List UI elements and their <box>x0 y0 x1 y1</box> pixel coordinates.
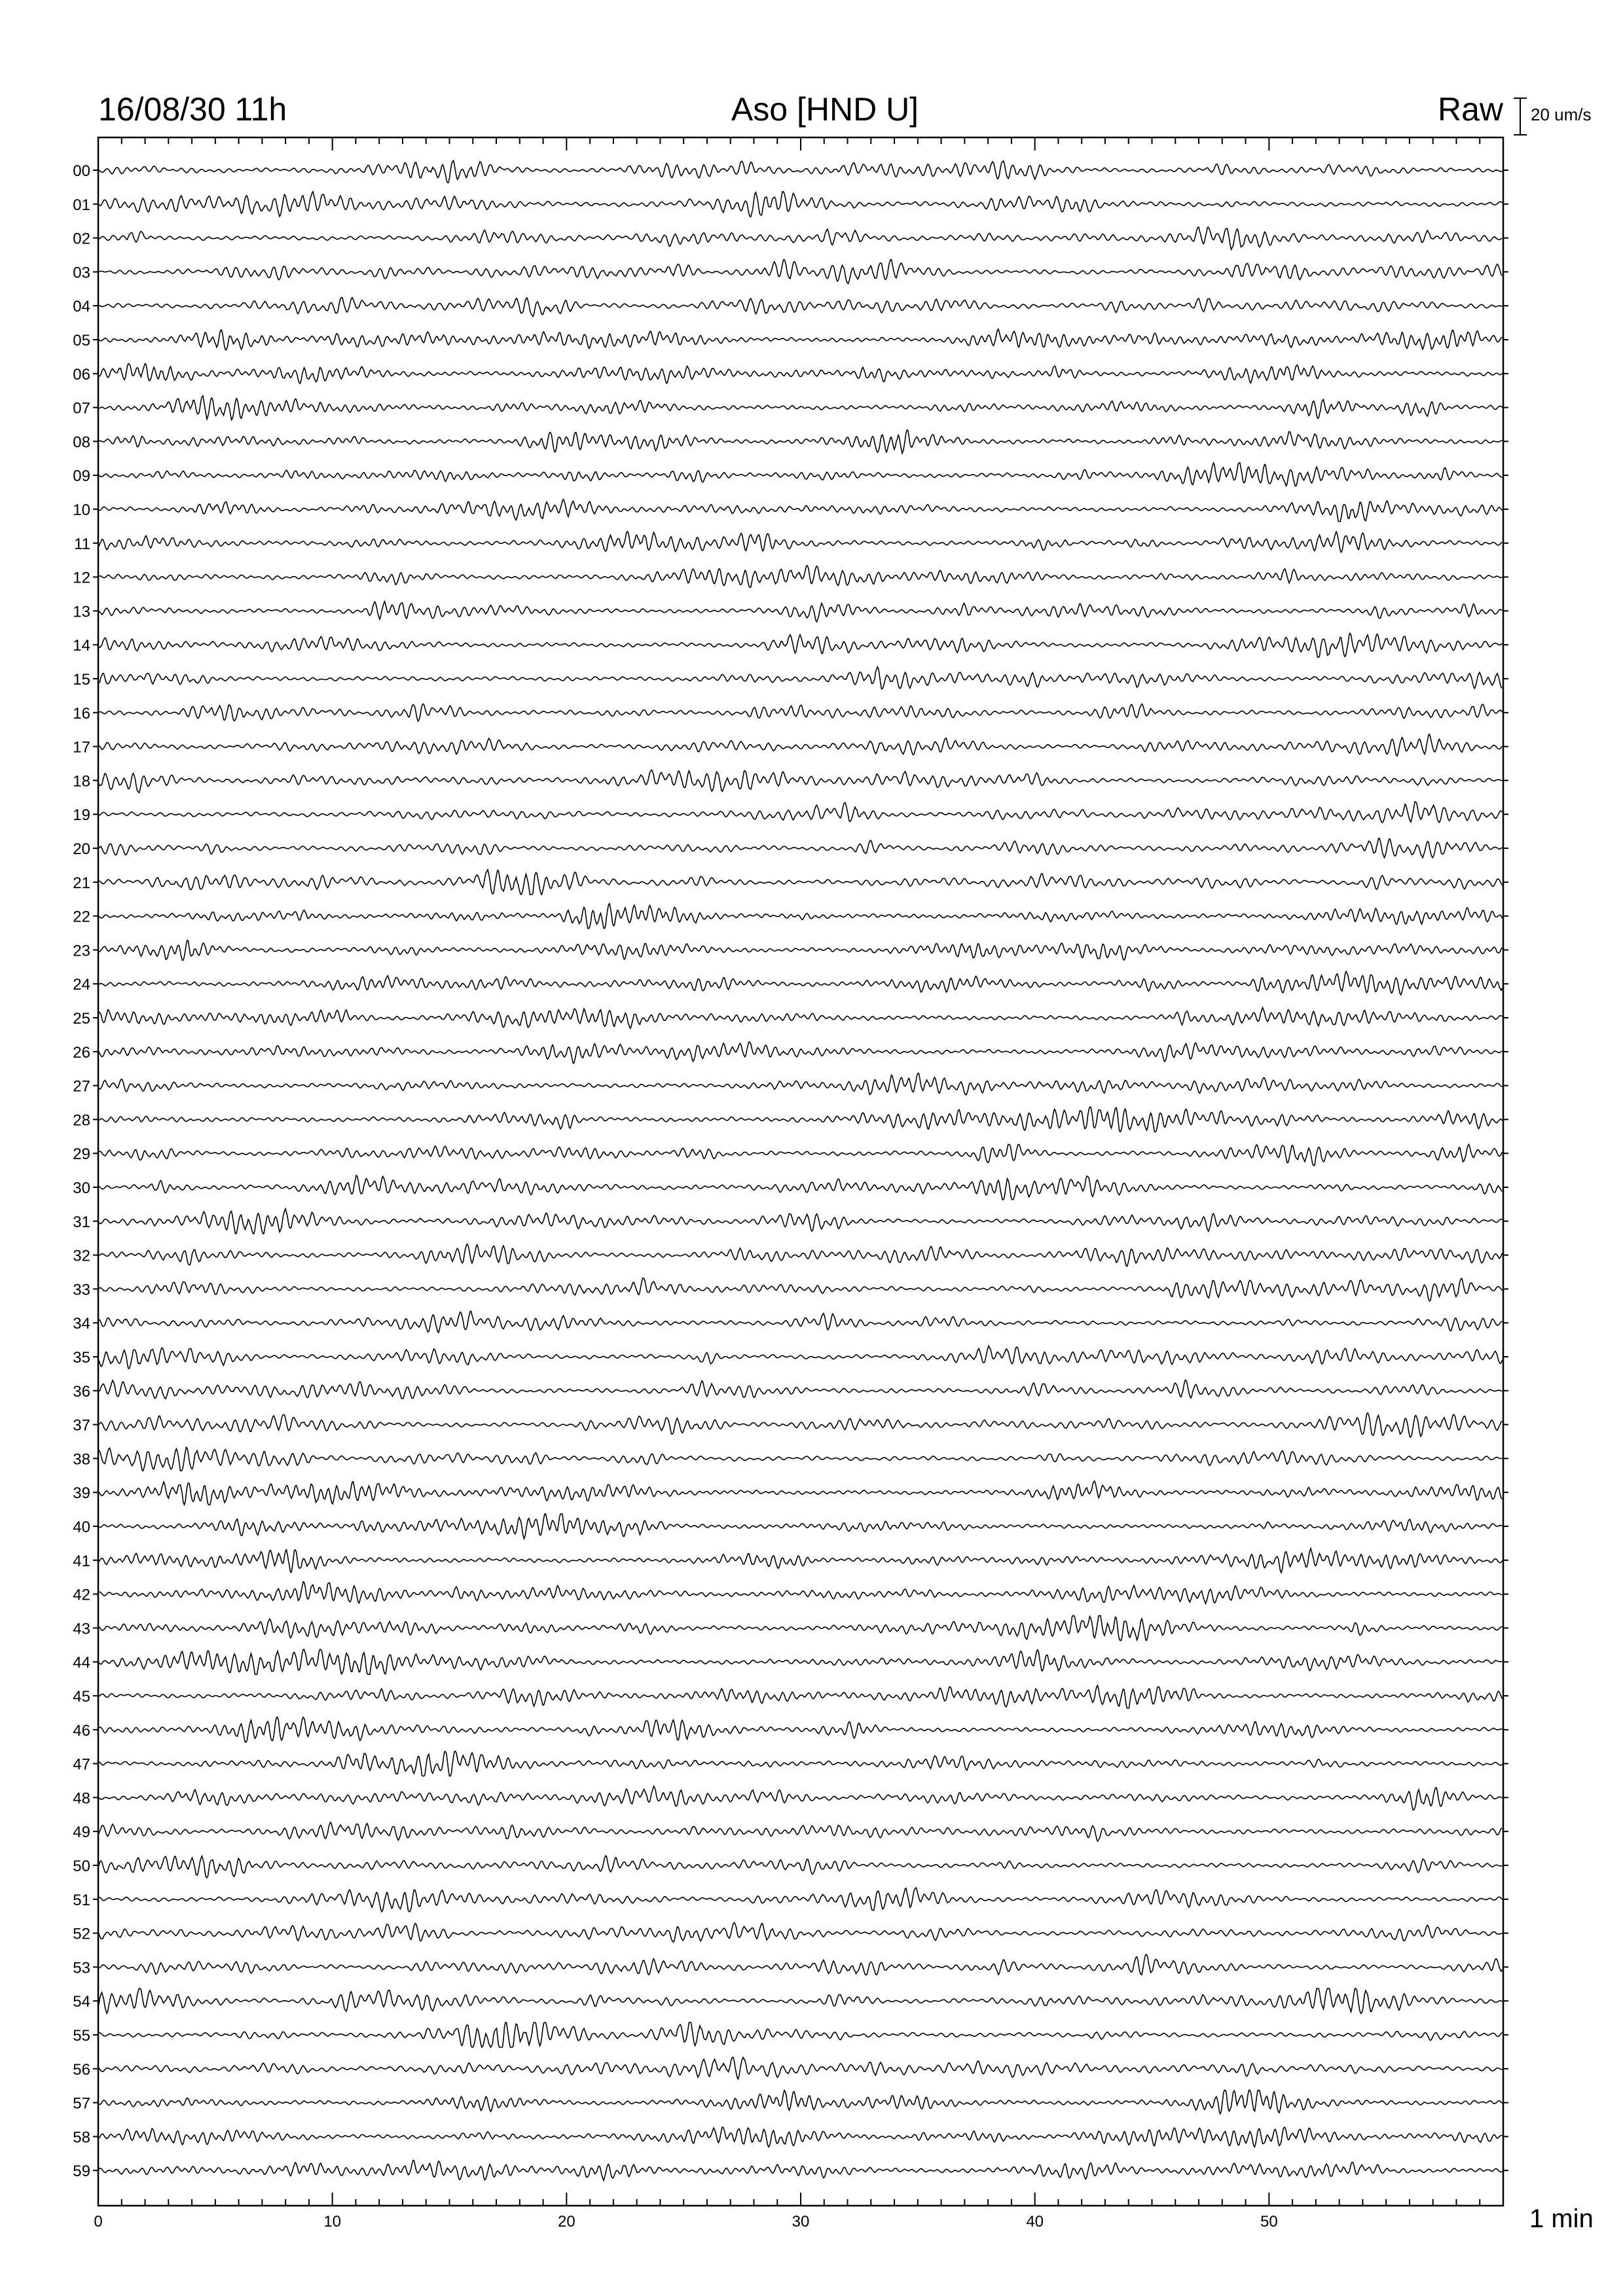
trace-row-32 <box>99 1244 1503 1266</box>
row-label: 54 <box>73 1993 90 2011</box>
trace-row-15 <box>99 667 1503 689</box>
row-label: 36 <box>73 1382 90 1401</box>
station-title: Aso [HND U] <box>731 91 919 128</box>
row-label: 26 <box>73 1043 90 1062</box>
trace-row-06 <box>99 364 1503 384</box>
row-label: 06 <box>73 365 90 384</box>
row-label: 11 <box>74 535 90 553</box>
trace-row-10 <box>99 499 1503 522</box>
trace-row-14 <box>99 634 1503 658</box>
row-label: 05 <box>73 332 90 350</box>
row-label: 50 <box>73 1857 90 1875</box>
x-tick-label: 50 <box>1260 2213 1278 2231</box>
trace-row-38 <box>99 1447 1503 1471</box>
row-label: 52 <box>73 1925 90 1943</box>
trace-row-37 <box>99 1413 1503 1437</box>
row-label: 19 <box>73 806 90 825</box>
trace-row-25 <box>99 1007 1503 1028</box>
row-label: 32 <box>73 1247 90 1265</box>
row-label: 10 <box>73 501 90 519</box>
trace-row-41 <box>99 1549 1503 1573</box>
trace-row-34 <box>99 1311 1503 1333</box>
row-label: 14 <box>73 637 90 655</box>
trace-row-52 <box>99 1923 1503 1943</box>
trace-row-51 <box>99 1888 1503 1912</box>
row-label: 42 <box>73 1586 90 1604</box>
trace-row-11 <box>99 531 1503 552</box>
trace-row-56 <box>99 2057 1503 2079</box>
trace-row-44 <box>99 1649 1503 1674</box>
trace-row-57 <box>99 2090 1503 2114</box>
row-label: 40 <box>73 1518 90 1536</box>
trace-row-12 <box>99 565 1503 588</box>
trace-row-23 <box>99 941 1503 961</box>
trace-row-58 <box>99 2127 1503 2147</box>
row-label: 03 <box>73 264 90 282</box>
trace-row-20 <box>99 838 1503 858</box>
row-label: 22 <box>73 908 90 926</box>
trace-row-08 <box>99 430 1503 454</box>
trace-row-49 <box>99 1822 1503 1841</box>
row-label: 34 <box>73 1315 90 1333</box>
trace-row-35 <box>99 1346 1503 1369</box>
row-label: 00 <box>73 162 90 180</box>
row-label: 09 <box>73 467 90 486</box>
x-tick-label: 10 <box>323 2213 342 2231</box>
row-label: 37 <box>73 1416 90 1435</box>
x-tick-label: 30 <box>792 2213 810 2231</box>
row-label: 41 <box>73 1552 90 1570</box>
row-label: 28 <box>73 1111 90 1130</box>
row-label: 17 <box>73 738 90 757</box>
trace-row-47 <box>99 1751 1503 1776</box>
row-label: 55 <box>73 2027 90 2045</box>
row-label: 33 <box>73 1281 90 1299</box>
row-label: 08 <box>73 433 90 452</box>
x-tick-label: 20 <box>557 2213 575 2231</box>
trace-row-03 <box>99 260 1503 284</box>
row-label: 35 <box>73 1349 90 1367</box>
row-label: 21 <box>73 874 90 892</box>
row-label: 38 <box>73 1450 90 1469</box>
row-label: 15 <box>73 671 90 689</box>
row-label: 23 <box>73 942 90 960</box>
trace-row-46 <box>99 1717 1503 1742</box>
row-label: 46 <box>73 1721 90 1740</box>
row-label: 02 <box>73 230 90 248</box>
x-tick-label: 0 <box>94 2213 103 2231</box>
trace-row-33 <box>99 1278 1503 1302</box>
row-label: 04 <box>73 298 90 316</box>
trace-row-05 <box>99 329 1503 350</box>
trace-row-04 <box>99 297 1503 316</box>
trace-row-09 <box>99 463 1503 486</box>
plot-frame <box>98 137 1503 2206</box>
row-label: 58 <box>73 2128 90 2147</box>
row-label: 45 <box>73 1688 90 1706</box>
row-label: 51 <box>73 1891 90 1909</box>
row-label: 13 <box>73 603 90 621</box>
trace-row-40 <box>99 1514 1503 1539</box>
trace-row-27 <box>99 1073 1503 1095</box>
trace-row-29 <box>99 1144 1503 1165</box>
row-label: 49 <box>73 1823 90 1842</box>
row-label: 48 <box>73 1789 90 1808</box>
trace-row-19 <box>99 802 1503 823</box>
trace-row-01 <box>99 192 1503 217</box>
trace-row-48 <box>99 1786 1503 1810</box>
row-label: 57 <box>73 2094 90 2113</box>
trace-row-50 <box>99 1856 1503 1878</box>
row-label: 24 <box>73 976 90 994</box>
trace-row-36 <box>99 1380 1503 1399</box>
trace-row-22 <box>99 904 1503 929</box>
trace-row-42 <box>99 1582 1503 1604</box>
trace-row-18 <box>99 770 1503 793</box>
row-label: 44 <box>73 1654 90 1672</box>
row-label: 53 <box>73 1959 90 1977</box>
row-label: 07 <box>73 399 90 418</box>
trace-row-13 <box>99 601 1503 622</box>
date-hour-label: 16/08/30 11h <box>98 91 287 128</box>
row-label: 12 <box>73 569 90 587</box>
row-label: 16 <box>73 704 90 723</box>
row-label: 30 <box>73 1179 90 1197</box>
trace-row-28 <box>99 1107 1503 1132</box>
row-label: 25 <box>73 1010 90 1028</box>
trace-row-16 <box>99 704 1503 721</box>
row-label: 27 <box>73 1077 90 1096</box>
trace-row-39 <box>99 1481 1503 1505</box>
row-label: 47 <box>73 1755 90 1774</box>
trace-row-30 <box>99 1175 1503 1200</box>
row-label: 18 <box>73 772 90 791</box>
row-label: 20 <box>73 840 90 858</box>
trace-row-24 <box>99 971 1503 995</box>
row-label: 56 <box>73 2060 90 2079</box>
trace-row-31 <box>99 1209 1503 1234</box>
trace-row-54 <box>99 1988 1503 2013</box>
trace-row-26 <box>99 1042 1503 1064</box>
trace-row-55 <box>99 2022 1503 2047</box>
trace-row-17 <box>99 734 1503 756</box>
row-label: 43 <box>73 1620 90 1638</box>
row-label: 39 <box>73 1484 90 1503</box>
trace-row-59 <box>99 2161 1503 2181</box>
trace-row-00 <box>99 160 1503 183</box>
trace-row-07 <box>99 396 1503 420</box>
row-label: 31 <box>73 1213 90 1231</box>
trace-row-43 <box>99 1615 1503 1640</box>
trace-row-02 <box>99 227 1503 249</box>
x-tick-label: 40 <box>1026 2213 1044 2231</box>
trace-row-53 <box>99 1954 1503 1975</box>
row-label: 01 <box>73 196 90 214</box>
trace-row-21 <box>99 870 1503 895</box>
trace-row-45 <box>99 1685 1503 1708</box>
row-label: 59 <box>73 2162 90 2181</box>
amplitude-scale-label: 20 um/s <box>1531 105 1592 124</box>
row-label: 29 <box>73 1145 90 1164</box>
x-unit-label: 1 min <box>1529 2204 1594 2233</box>
mode-label: Raw <box>1437 91 1503 128</box>
